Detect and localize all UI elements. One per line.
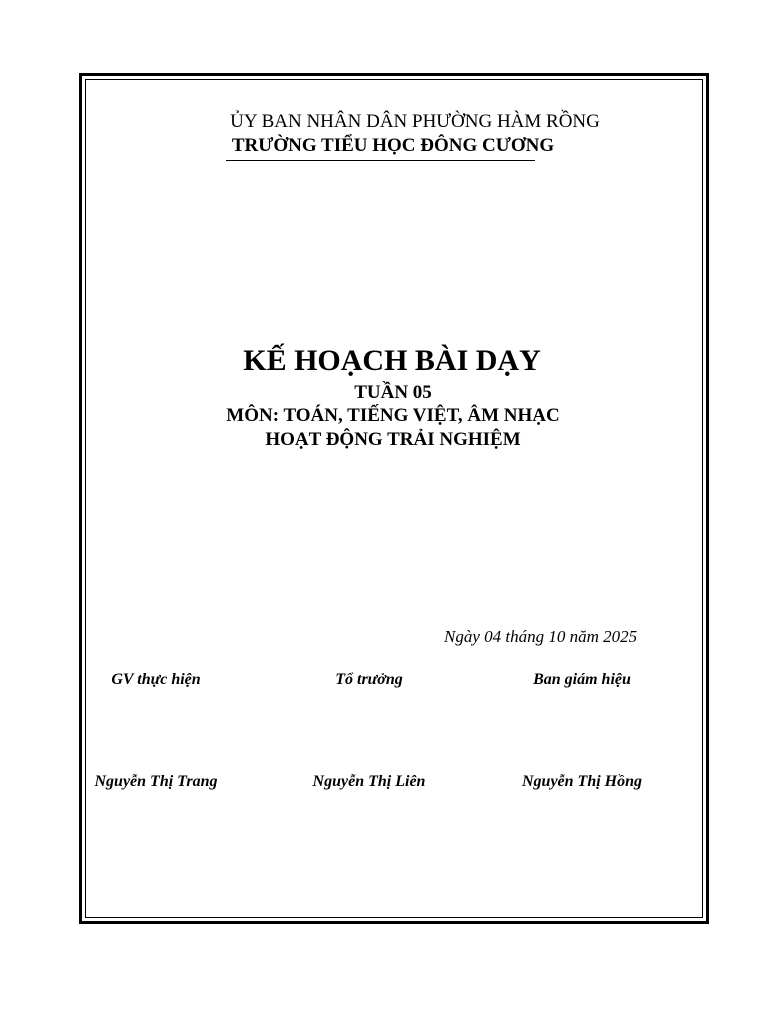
signer-name-board: Nguyễn Thị Hồng: [521, 773, 642, 790]
signer-name-teacher: Nguyễn Thị Trang: [94, 773, 218, 790]
subjects-label: MÔN: TOÁN, TIẾNG VIỆT, ÂM NHẠC: [226, 405, 560, 426]
signer-role-board: Ban giám hiệu: [533, 671, 631, 688]
date-line: Ngày 04 tháng 10 năm 2025: [444, 627, 638, 646]
signer-name-group-leader: Nguyễn Thị Liên: [312, 773, 426, 790]
school-underline: [226, 160, 535, 161]
signer-role-teacher: GV thực hiện: [111, 671, 201, 688]
week-label: TUẦN 05: [354, 382, 432, 403]
page-border-inner: [85, 79, 703, 918]
document-title: KẾ HOẠCH BÀI DẠY: [243, 344, 541, 377]
authority-name: ỦY BAN NHÂN DÂN PHƯỜNG HÀM RỒNG: [230, 111, 600, 132]
signer-role-group-leader: Tổ trưởng: [335, 671, 403, 688]
school-name: TRƯỜNG TIỂU HỌC ĐÔNG CƯƠNG: [231, 135, 555, 156]
activity-label: HOẠT ĐỘNG TRẢI NGHIỆM: [265, 429, 521, 450]
